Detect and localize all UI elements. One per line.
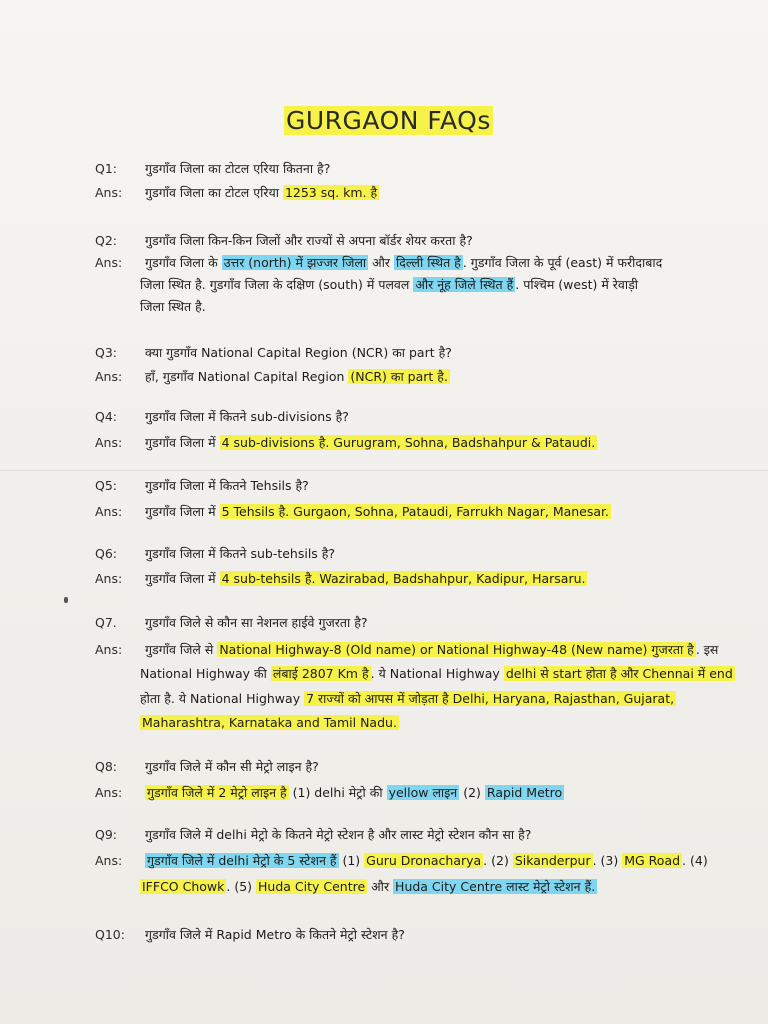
answer-4: Ans: गुडगाँव जिला में 4 sub-divisions है. Gurugram, Sohna, Badshahpur & Pataudi. [95,435,596,450]
question-1: Q1: गुडगाँव जिला का टोटल एरिया कितना है? [95,161,331,176]
question-4: Q4: गुडगाँव जिला में कितने sub-divisions है? [95,409,349,424]
answer-9: Ans: गुडगाँव जिले में delhi मेट्रो के 5 स्टेशन हैं (1) Guru Dronacharya . (2) Sikanderpur . (3) MG Road . (4) [95,853,708,868]
answer-9-line-2: IFFCO Chowk . (5) Huda City Centre और Huda City Centre लास्ट मेट्रो स्टेशन हैं. [142,879,596,894]
answer-7-line-2: National Highway की लंबाई 2807 Km है . ये National Highway delhi से start होता है और Chennai में end [140,666,733,681]
answer-3: Ans: हाँ, गुडगाँव National Capital Region (NCR) का part है. [95,369,448,384]
answer-6: Ans: गुडगाँव जिला में 4 sub-tehsils है. Wazirabad, Badshahpur, Kadipur, Harsaru. [95,571,586,586]
paper-fold [0,470,768,471]
question-7: Q7. गुडगाँव जिले से कौन सा नेशनल हाईवे गुजरता है? [95,615,368,630]
question-5: Q5: गुडगाँव जिला में कितने Tehsils है? [95,478,309,493]
question-10: Q10: गुडगाँव जिले में Rapid Metro के कितने मेट्रो स्टेशन है? [95,927,405,942]
answer-2-line-2: जिला स्थित है. गुडगाँव जिला के दक्षिण (south) में पलवल और नूंह जिले स्थित हैं . पश्चिम (west) में रेवाड़ी [140,277,639,292]
question-6: Q6: गुडगाँव जिला में कितने sub-tehsils है? [95,546,336,561]
question-2: Q2: गुडगाँव जिला किन-किन जिलों और राज्यों से अपना बॉर्डर शेयर करता है? [95,233,473,248]
answer-2: Ans: गुडगाँव जिला के उत्तर (north) में झज्जर जिला और दिल्ली स्थित है . गुडगाँव जिला के पूर्व (east) में फरीदाबाद [95,255,663,270]
question-3: Q3: क्या गुडगाँव National Capital Region (NCR) का part है? [95,345,452,360]
page-title: GURGAON FAQs [286,106,491,135]
answer-5: Ans: गुडगाँव जिला में 5 Tehsils है. Gurgaon, Sohna, Pataudi, Farrukh Nagar, Manesar. [95,504,610,519]
question-9: Q9: गुडगाँव जिले में delhi मेट्रो के कितने मेट्रो स्टेशन है और लास्ट मेट्रो स्टेशन कौन सा है? [95,827,532,842]
question-8: Q8: गुडगाँव जिले में कौन सी मेट्रो लाइन है? [95,759,319,774]
answer-2-line-3: जिला स्थित है. [140,299,206,314]
answer-7-line-4: Maharashtra, Karnataka and Tamil Nadu. [142,715,397,730]
answer-7-line-3: होता है. ये National Highway 7 राज्यों को आपस में जोड़ता है Delhi, Haryana, Rajasthan, Gujarat, [140,691,675,706]
ink-dot [64,597,68,603]
answer-8: Ans: गुडगाँव जिले में 2 मेट्रो लाइन है (1) delhi मेट्रो की yellow लाइन (2) Rapid Metro [95,785,563,800]
answer-1: Ans: गुडगाँव जिला का टोटल एरिया 1253 sq. km. है [95,185,378,200]
answer-7: Ans: गुडगाँव जिले से National Highway-8 (Old name) or National Highway-48 (New name) गुजरता है . इस [95,642,719,657]
